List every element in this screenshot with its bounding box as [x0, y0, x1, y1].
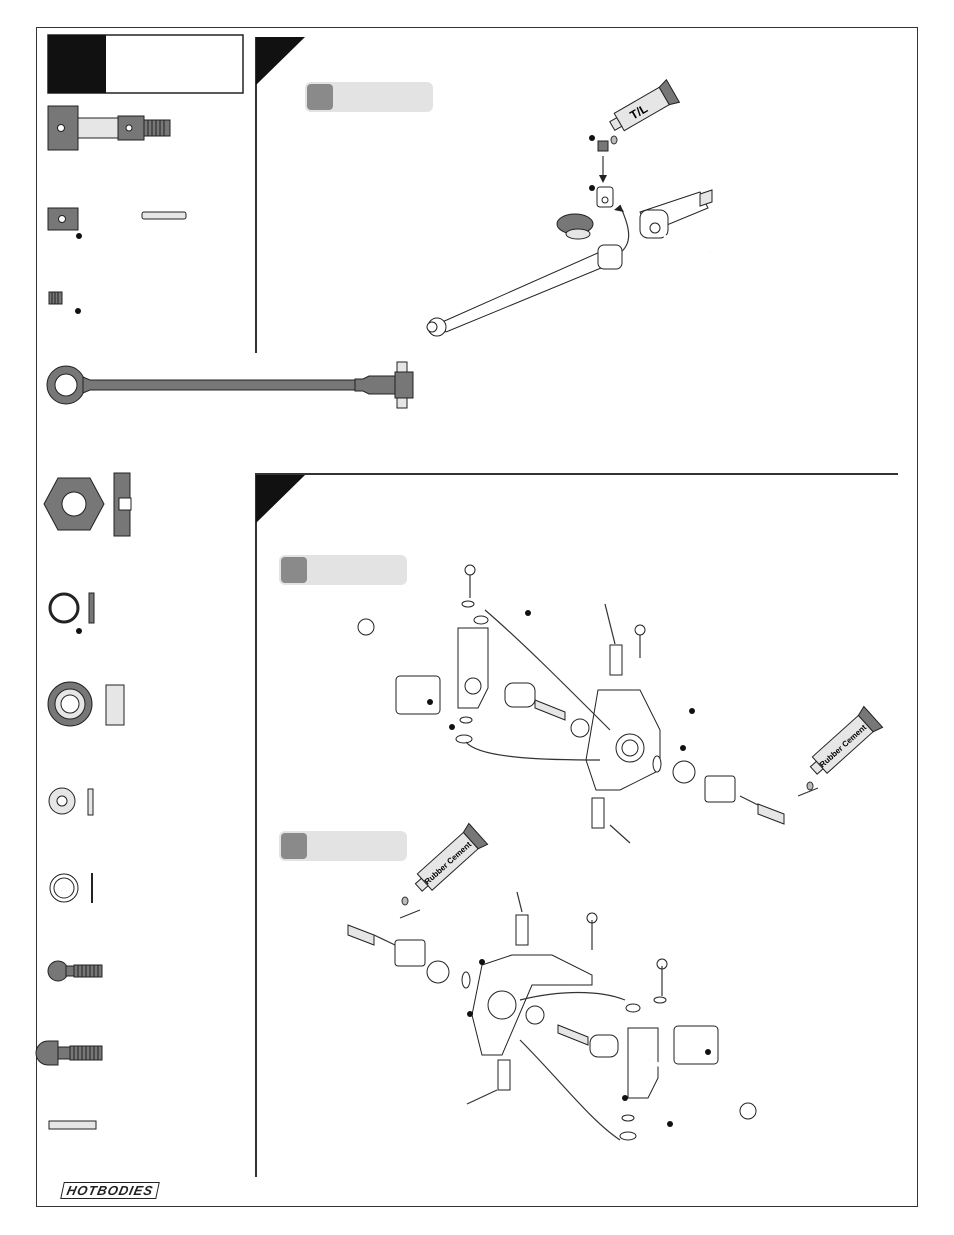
brand-logo: HOTBODIES [60, 1182, 160, 1199]
step-a-sub-badge [305, 82, 433, 112]
threadlock-tube-label: T/L [627, 101, 651, 123]
rubber-cement-tube-icon-2 [409, 823, 487, 897]
threadlock-tube-icon [606, 80, 680, 138]
part-wheel-hex [44, 473, 131, 536]
part-o-ring-shim [50, 593, 94, 634]
rubber-cement-tube-label-2: Rubber Cement [422, 839, 474, 887]
part-dogbone-driveshaft [47, 362, 413, 408]
part-ball-bearing [48, 682, 124, 726]
step-b1-illustration [358, 565, 883, 843]
step-b-sub-badge-2 [279, 831, 407, 861]
part-pin-long [49, 1121, 96, 1129]
part-thin-shim [50, 873, 93, 903]
step-b-corner-marker [256, 475, 305, 523]
part-axle-shaft [48, 106, 170, 150]
part-ball-stud [48, 961, 102, 981]
step-number-box [48, 35, 243, 93]
step-a-illustration [427, 80, 712, 336]
step-b2-illustration [348, 823, 756, 1140]
rubber-cement-tube-icon-1 [804, 706, 882, 780]
step-b-sub-badge-1 [279, 555, 407, 585]
step-a-corner-marker [256, 37, 305, 85]
part-set-screw [49, 292, 81, 314]
part-washer [49, 788, 93, 815]
part-button-head-screw [36, 1041, 102, 1065]
rubber-cement-tube-label-1: Rubber Cement [817, 722, 869, 770]
part-collar-and-pin [48, 208, 186, 239]
